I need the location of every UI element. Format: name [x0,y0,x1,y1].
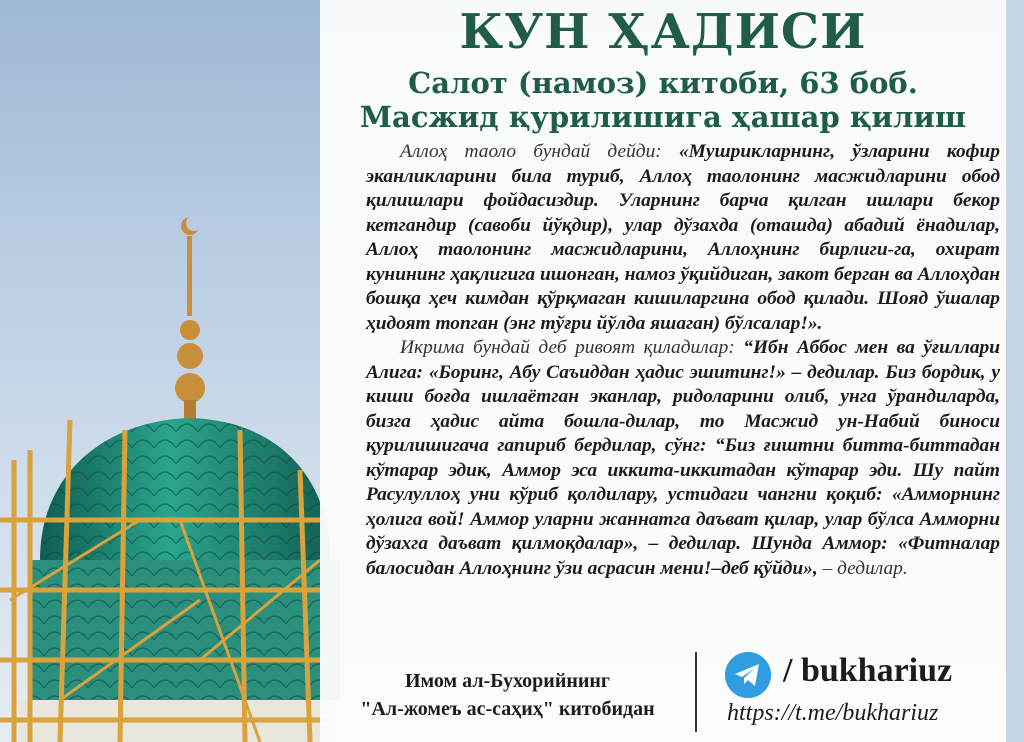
source-attribution [320,667,695,723]
paragraph-2 [366,336,1000,581]
paragraph-2-quote: “Ибн Аббос мен ва ўғиллари Алига: «Боринг, Абу Саъиддан ҳадис эшитинг!» – дедилар. Биз бордик, у киши боғда ишлаётган эканлар, ридоларини олиб, унга ўрандиларда, бизга ҳадис айта бошла-дилар, то Масжид ун-Набий биноси қурилишигача гапириб бердилар, сўнг: “Биз ғиштни битта-биттадан кўтарар эдик, Аммор эса иккита-иккитадан кўтарар эди. Шу пайт Расулуллоҳ уни кўриб қолдилару, устидаги чангни қоқиб: «Амморнинг ҳолига вой! Аммор уларни жаннатга даъват қилар, улар бўлса Амморни дўзахга даъват қилмоқдалар», – дедилар. Шунда Аммор: «Фитналар балосидан Аллоҳнинг ўзи асрасин мени!–деб қўйди», [366,337,1000,579]
paragraph-2-outro: – дедилар. [817,557,908,579]
source-book: "Ал-жомеъ ас-саҳиҳ" китобидан [360,698,655,720]
paragraph-1-intro: Аллоҳ таоло бундай дейди: [400,141,679,162]
crescent-icon [181,215,202,235]
page-title: КУН ҲАДИСИ [459,4,867,60]
telegram-handle[interactable]: / bukhariuz [783,652,953,689]
chapter-subtitle: Салот (намоз) китоби, 63 боб. [408,66,918,100]
source-author: Имом ал-Бухорийнинг [405,670,610,692]
paragraph-1-quote: «Мушрикларнинг, ўзларини кофир эканликларини била туриб, Аллоҳ таолонинг масжидларини обод қилишлари фойдасиздир. Уларнинг барча қилган ишлари бекор кетгандир (савоби йўқдир), улар дўзахда (оташда) абадий ёнадилар, Аллоҳ таолонинг масжидларини, Аллоҳнинг бирлиги-га, охират кунининг ҳақлигига ишонган, намоз ўқийдиган, закот берган ва Аллоҳдан бошқа ҳеч кимдан қўрқмаган кишиларгина обод қилади. Шояд ўшалар ҳидоят топган (энг тўғри йўлда яшаган) бўлсалар!». [366,141,1001,334]
right-edge-strip [1006,0,1024,742]
hadith-panel [320,0,1006,742]
finial-spire [187,236,192,316]
footer-divider [695,652,697,732]
topic-subtitle: Масжид қурилишига ҳашар қилиш [359,100,967,134]
paragraph-1 [366,140,1000,336]
hadith-text [366,140,1000,581]
telegram-icon[interactable] [725,652,771,698]
telegram-link[interactable]: https://t.me/bukhariuz [727,700,939,726]
mosque-dome-illustration [0,0,340,742]
paragraph-2-intro: Икрима бундай деб ривоят қиладилар: [400,337,744,358]
